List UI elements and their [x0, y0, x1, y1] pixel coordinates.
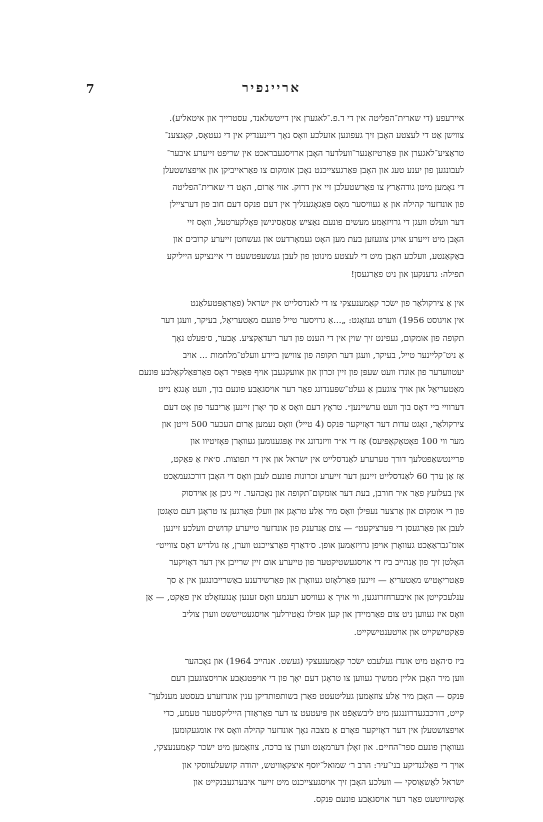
- text-line: טראַציע־לאגערן און פּאַרטיזאַנער־וועלדער האָבן ארויסגעבראכט אין שריפט זייערע איבער־: [166, 148, 464, 159]
- paragraph: [88, 111, 464, 284]
- text-line: דערוויי ביי דאָס בוך וועט ערשיינען״. טראָץ דעם וואָס אַ סך יאָרן זיינען אַריבער פון אָט דעם: [163, 402, 464, 413]
- text-line: פריינטשאַפטלעך דורך טערערע לאַנדסלייט אין ישׂראל און אין די תפוצות. ס׳איז אַ פּאַקט,: [170, 454, 464, 465]
- text-line: צירקולאַר, זאָגט עדות דער דאָזיקער פּנקס (4 טייל) וואָס נעמען אַרום העכער 500 זייטן און: [161, 420, 464, 431]
- text-line: יעטוועדער פון אונדז וועט שעפּן פון זיין זכרון און אוועקגעבן אויף פּאַפּיר דאָס פאַרפּאַלקאַלבע פּונעם: [138, 368, 464, 379]
- text-line: ענלעכקייטן און איבערחזרונגען, ווי אויך אַ געוויסע רעגמע וואָס זענען אָנגעזאָלט אין פאַקט, — אַן: [145, 593, 464, 604]
- text-line: האָבן מיט זייערע אויגן צוגעזען בעת מען האָט געמאָרדעט און געשחטן זייערע קרובים און: [173, 235, 464, 246]
- text-line: געוואָרן פונעם ספר־החיים. און זאָלן דערמאָנט ווערן צו ברכה, צוזאַמען מיט ישׂכר קאַמענעצקי,: [153, 743, 464, 754]
- text-line: דער וועלט וועגן די גרויזאַמע מעשים פונעם נאַציש אַסאַסינישן פּאָלקערטעל, וואָס זיי: [187, 217, 464, 228]
- text-line: תקופה פון אומקום, געפינט זיך שוין אין די הענט פון דער רעדאַקציע. אָבער, ס׳פעלט נאָך: [172, 333, 464, 344]
- page-header: [0, 80, 543, 100]
- text-line: תפילה: גדענקען און ניט פאַרגעסן!: [351, 269, 464, 280]
- text-line: צווישן אַט די לעצטע האָבן זיך געפונען אזעלכע וואָס נאָך דיינענדיק אין די געטאָס, קאָנצענ־: [164, 131, 464, 142]
- running-title: אריינפיר: [242, 81, 301, 96]
- text-line: ביז ס׳האָט מיט אונדז געלעבט ישׂכר קאַמענעצקי (געשט. אנהייב 1964) און נאָכהער: [184, 656, 464, 667]
- text-line: פּאַקטישקייט און אויטענטישקייט.: [353, 627, 464, 638]
- text-line: אין אויגוסט 1956) ווערט געזאָגט: „...אַ גרויסער טייל פונעם מאַטעריאַל, בעיקר, וועגן דער: [161, 316, 464, 327]
- text-line: פון אונדזער קהילה און אַ געוויסער מאָס פּאַגאָגענליך אין דעם פנקס דעם חוב פון דערציילן: [169, 200, 464, 211]
- text-line: אומ־גבראַאַכט געוואָרן אויפן גרויזאַמען אופן. ס׳דאַרף פאַרצייכנט ווערן, אַז גולדיש דאָס צווייט״: [155, 541, 464, 552]
- text-line: וואָס איז געווען ניט צום פאַרמיידן און קען אפילו נאַטירלעך אויסגעטייטשט ווערן צוליב: [182, 610, 464, 621]
- text-line: לעבן און פאַרגעסן די פּערציקעט״ — צום אַנדענק פון אונדזער טייערע קדושים וועלכע זיינען: [163, 523, 464, 534]
- body-text: [88, 111, 464, 822]
- page-number: 7: [86, 82, 95, 96]
- text-line: האָלטן זיך פון אַנהייב ביז די אויסגעשטיקטער פון טייערע אום זיין שרייבן אין דער דאָזיקער: [169, 558, 464, 569]
- text-line: ישׂראל לאַשאַוסקי — וועלכע האָבן זיך אויסגעצייכנט מיט זייער איבערגעבנקייט און: [193, 777, 464, 788]
- paragraph: [88, 296, 464, 642]
- text-line: אויך די פאַלגנדיקע בני־עיר: הרב ר׳ שמואל־יוסף איצקאָוויטש, יהודה קזשעלעווסקי און: [182, 760, 464, 771]
- text-line: פּנקס — האָבן מיר אַלע צוזאַמען געליטעטט פאַרן בשותפותדיקן ענין אונדזערע בעסטע מענלעך־: [148, 691, 464, 702]
- text-line: מאַטעריאַל און אויך צוגעבן אַ געלט־שפּענדונג פאַר דער אויסגאַבע פונעם בוך, וועט אָנגאַ נייט: [158, 385, 464, 396]
- text-line: באַקאַנטע, וועלכע האָבן מיט די לעצטע מינוטן פון לעבן געשעפּטשעט די איינציקע הייליקע: [166, 252, 464, 263]
- text-line: די נאָמען מיטן גודהאַרץ צו פאַרשטעלכן זיי אין דרוק. אזוי אַרום, האָט די שארית־הפליטה: [172, 183, 464, 194]
- text-line: אין בעלזעץ פאַר איר חורבן, בעת דער אומקום־תקופה און נאָכהער. זיי גיבן אַן אוידסוק: [181, 489, 464, 500]
- text-line: אַ ניט־קליינער טייל, בעיקר, וועגן דער תקופה פון צווישן ביידע וועלט־מלחמות ... אויב: [182, 350, 464, 361]
- text-line: אַקטיוויטעט פאַר דער אויסגאַבע פונעם פּנקס.: [313, 795, 464, 806]
- text-line: אין אַ צירקולאַר פון ישׂכר קאַמענעצקי צו די לאנדסלייט אין ישׂראל (פאַראַפּטעלאַנט: [190, 298, 464, 309]
- text-line: איירעפע (די שארית־הפליטה אין די ד.פ.־לאגערן אין דייטשלאנד, עסטרייך און איטאליע).: [169, 114, 464, 124]
- text-line: מער ווי 100 פאָטאָקאָפּיעס) אַז די א״ד וויזנדונג איז אָפּגענומען געוואָרן פּאָזיטיוו און: [190, 437, 464, 448]
- paragraph: [88, 654, 464, 810]
- text-line: ווען מיר האָבן אליין ממשיך געווען צו טראָגן דעם יאָך פון די אויפטגאַבע ארויסצוגעבן דעם: [170, 674, 464, 685]
- text-line: קייט, דורכבגעדרוננגען מיט ליבשאַפֿט און פּיעטעט צו דער פאַראַזדן הייליקסטער טעמע, כדי: [163, 708, 464, 719]
- text-line: פּאַטריאָטיש מאַטעריאַ — זיינען פּאַרלאָזט געוואָרן און פאַרשידענע באַשרייבונגען אין אַ סך: [166, 575, 464, 586]
- text-line: לעבונגען פון יענע טעג און האָבן פּאַרגעצייכנט נאָכן אומקום צו פאַראייביקן און אויפצושטעלן: [162, 165, 464, 176]
- text-line: אַז אַן ערך 60 לאַנדסלייט זיינען דער זייערע זכרונות פונעם לעבן וואָס די האָבן דורכגעמאַכט: [163, 471, 464, 482]
- text-line: אויפצושטעלן אין דער דאָזיקער פאָרם אַ מצבה נאָך אונדזער קהילה וואָס איז אומגעקומען: [172, 726, 464, 737]
- text-line: פון די אומקום און אַרצער נעפּילן וואָס מיר אַלע טראָגן און וועלן פאָרגען צו טראָגן דעם טאָגטן: [157, 506, 464, 517]
